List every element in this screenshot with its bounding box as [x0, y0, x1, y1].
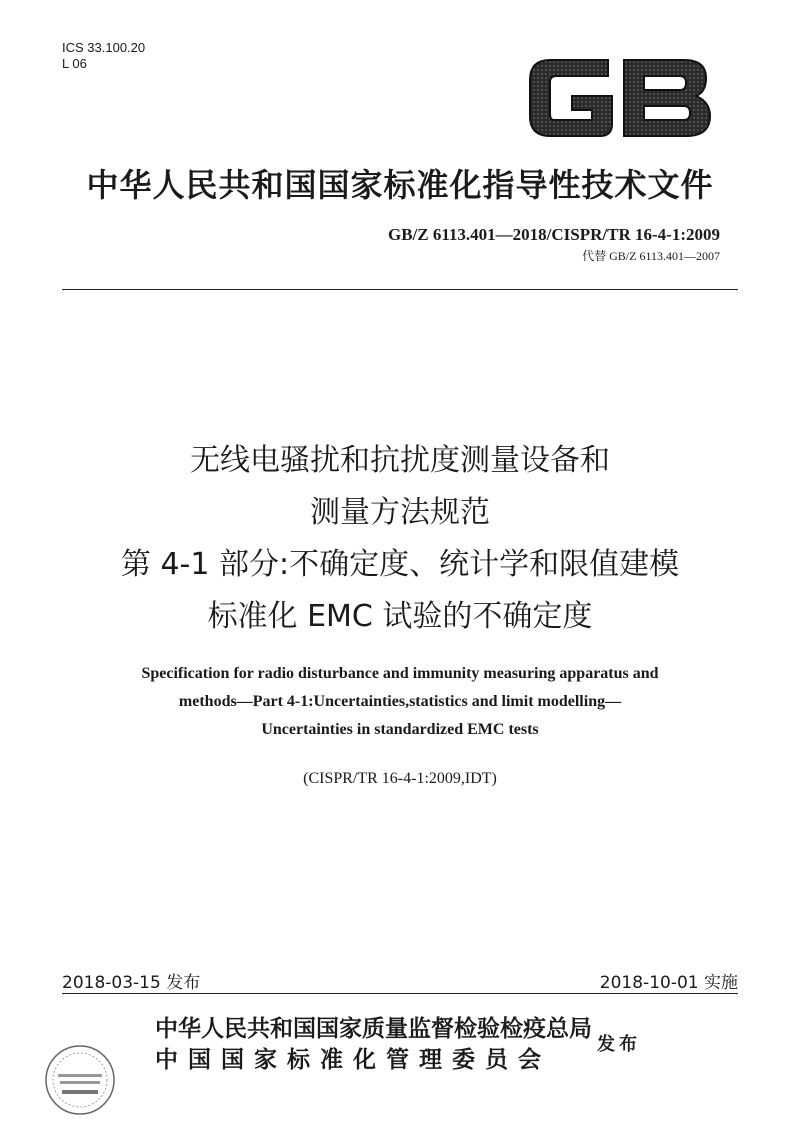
issuer-line: 中国国家标准化管理委员会: [155, 1047, 551, 1073]
title-en-line: Uncertainties in standardized EMC tests: [261, 721, 539, 738]
header-divider: [62, 289, 738, 290]
standard-number: GB/Z 6113.401—2018/CISPR/TR 16-4-1:2009: [388, 225, 720, 244]
equivalence-note: (CISPR/TR 16-4-1:2009,IDT): [303, 770, 497, 787]
title-zh-line: 第 4-1 部分:不确定度、统计学和限值建模: [120, 547, 680, 582]
issue-date: 2018-03-15 发布: [62, 973, 201, 993]
title-zh-line: 无线电骚扰和抗扰度测量设备和: [190, 443, 610, 478]
title-zh-line: 测量方法规范: [310, 495, 490, 530]
ics-code: ICS 33.100.20: [62, 40, 146, 55]
replaces-note: 代替 GB/Z 6113.401—2007: [582, 249, 720, 263]
gb-logo: [520, 48, 720, 148]
issuer-line: 中华人民共和国国家质量监督检验检疫总局: [155, 1016, 592, 1042]
implementation-date: 2018-10-01 实施: [599, 973, 738, 993]
document-type: 中华人民共和国国家标准化指导性技术文件: [86, 166, 714, 204]
verification-stamp-icon: [40, 1040, 120, 1120]
title-zh-line: 标准化 EMC 试验的不确定度: [207, 599, 593, 634]
publish-label: 发布: [597, 1034, 641, 1055]
title-en-line: Specification for radio disturbance and immunity measuring apparatus and: [141, 665, 659, 682]
ccs-code: L 06: [62, 56, 87, 71]
footer-divider: [62, 993, 738, 994]
title-en-line: methods—Part 4-1:Uncertainties,statistics and limit modelling—: [178, 693, 622, 710]
